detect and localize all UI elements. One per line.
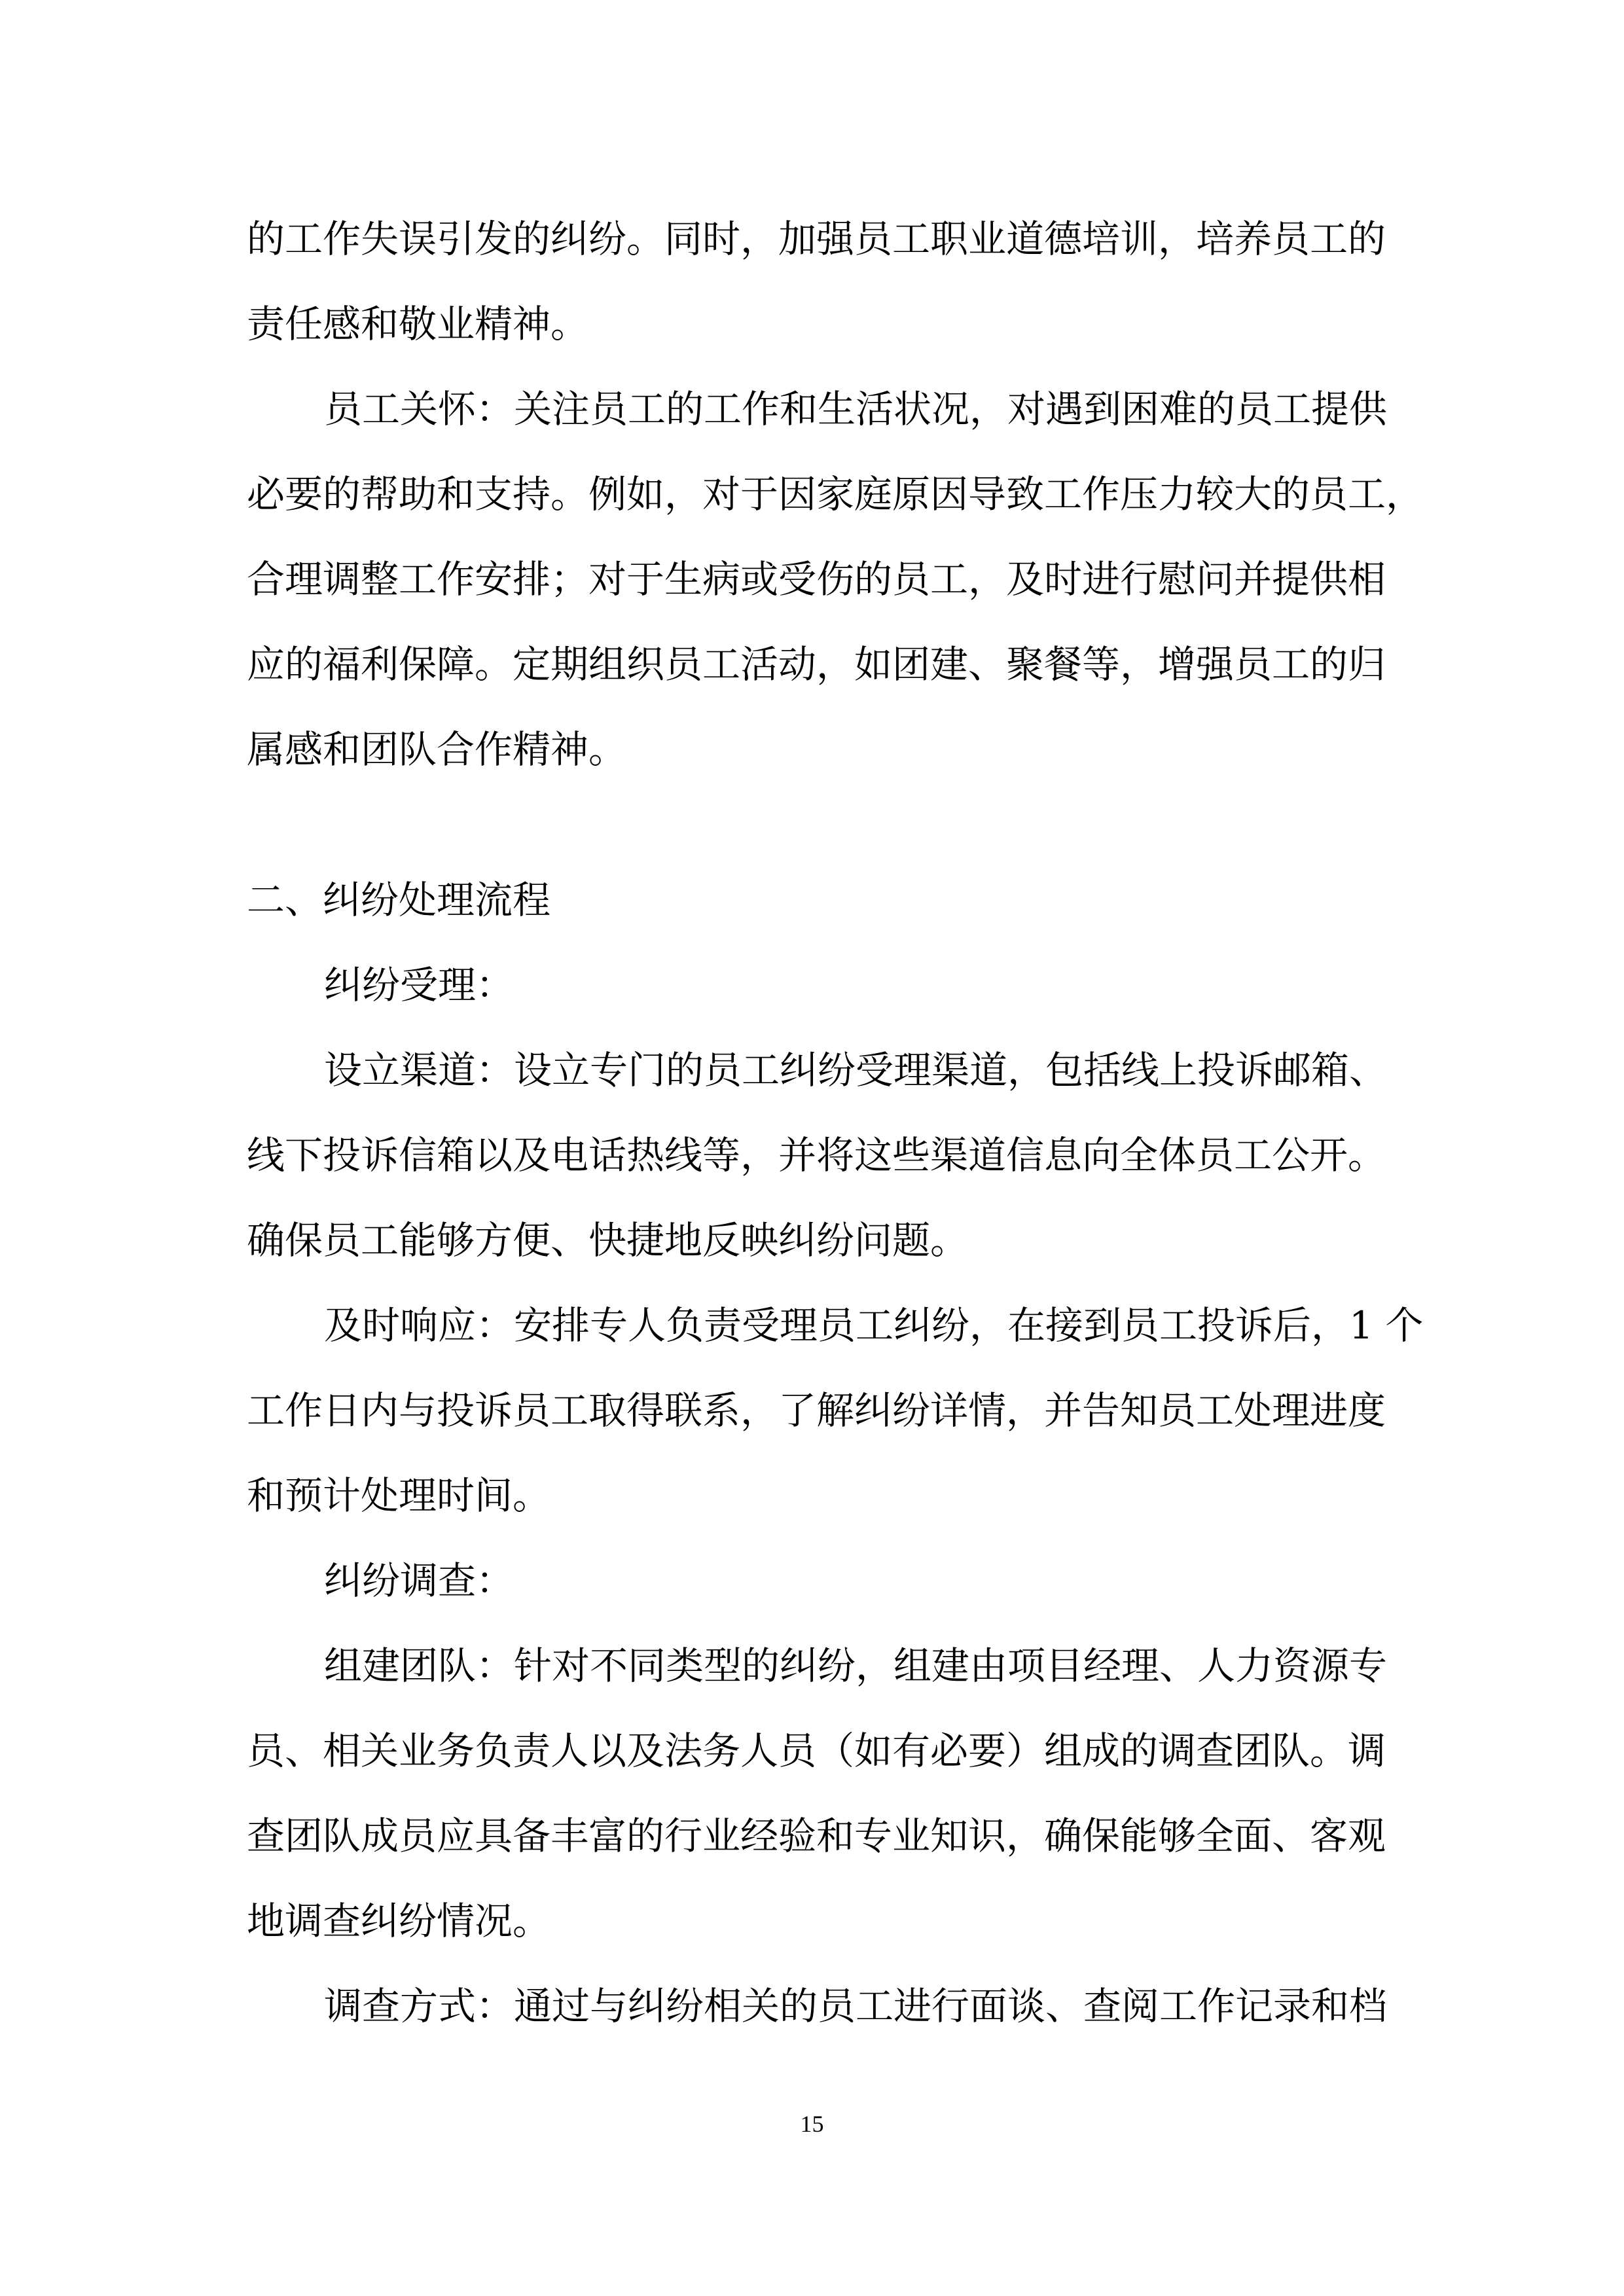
text-line (0, 1374, 1624, 1446)
paragraph-text: 责任感和敬业精神。 (247, 302, 589, 346)
text-line (0, 288, 1624, 360)
page-number: 15 (800, 2111, 824, 2137)
text-line (0, 1715, 1624, 1787)
paragraph-text: 线下投诉信箱以及电话热线等，并将这些渠道信息向全体员工公开。 (247, 1133, 1386, 1177)
text-line (0, 1970, 1624, 2042)
text-line (0, 203, 1624, 275)
text-line (0, 1034, 1624, 1106)
text-line (0, 1800, 1624, 1872)
subheading-text: 纠纷受理： (324, 963, 514, 1007)
subheading-line (0, 1545, 1624, 1617)
paragraph-text: 的工作失误引发的纠纷。同时，加强员工职业道德培训，培养员工的 (247, 217, 1386, 261)
paragraph-text: 及时响应：安排专人负责受理员工纠纷，在接到员工投诉后，1 个 (324, 1303, 1424, 1348)
text-line (0, 543, 1624, 615)
text-line (0, 713, 1624, 785)
paragraph-text: 员工关怀：关注员工的工作和生活状况，对遇到困难的员工提供 (324, 387, 1388, 431)
text-line (0, 458, 1624, 530)
paragraph-text: 合理调整工作安排；对于生病或受伤的员工，及时进行慰问并提供相 (247, 557, 1386, 601)
paragraph-text: 组建团队：针对不同类型的纠纷，组建由项目经理、人力资源专 (324, 1643, 1388, 1688)
paragraph-text: 地调查纠纷情况。 (247, 1899, 551, 1943)
paragraph-text: 设立渠道：设立专门的员工纠纷受理渠道，包括线上投诉邮箱、 (324, 1048, 1388, 1092)
subheading-line (0, 949, 1624, 1021)
paragraph-text: 和预计处理时间。 (247, 1473, 551, 1518)
text-line (0, 1204, 1624, 1276)
paragraph-text: 工作日内与投诉员工取得联系，了解纠纷详情，并告知员工处理进度 (247, 1388, 1386, 1433)
text-line (0, 1885, 1624, 1957)
text-line (0, 628, 1624, 700)
paragraph-text: 属感和团队合作精神。 (247, 727, 627, 772)
section-heading (0, 864, 1624, 936)
paragraph-text: 确保员工能够方便、快捷地反映纠纷问题。 (247, 1218, 969, 1263)
paragraph-text: 查团队成员应具备丰富的行业经验和专业知识，确保能够全面、客观 (247, 1814, 1386, 1858)
section-heading-text: 二、纠纷处理流程 (247, 878, 551, 922)
text-line (0, 1119, 1624, 1191)
paragraph-text: 应的福利保障。定期组织员工活动，如团建、聚餐等，增强员工的归 (247, 642, 1386, 687)
text-line (0, 1630, 1624, 1702)
paragraph-text: 必要的帮助和支持。例如，对于因家庭原因导致工作压力较大的员工， (247, 472, 1424, 516)
paragraph-text: 调查方式：通过与纠纷相关的员工进行面谈、查阅工作记录和档 (324, 1984, 1388, 2028)
text-line (0, 373, 1624, 445)
paragraph-text: 员、相关业务负责人以及法务人员（如有必要）组成的调查团队。调 (247, 1729, 1386, 1773)
text-line (0, 1460, 1624, 1532)
text-line (0, 1289, 1624, 1361)
subheading-text: 纠纷调查： (324, 1558, 514, 1603)
